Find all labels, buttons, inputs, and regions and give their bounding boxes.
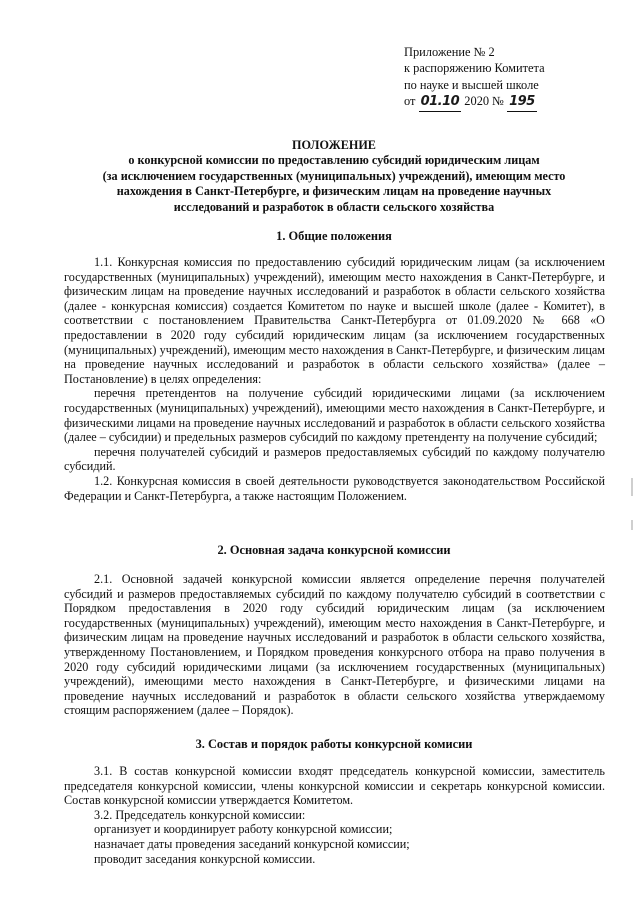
section-1-title: 1. Общие положения — [276, 229, 392, 243]
scan-margin-mark — [631, 520, 633, 530]
section-3-title: 3. Состав и порядок работы конкурсной комисии — [195, 737, 473, 751]
title-heading: ПОЛОЖЕНИЕ — [292, 138, 376, 152]
paragraph-1-2: 1.2. Конкурсная комиссия в своей деятельности руководствуется законодательством Российской Федерации и Санкт-Петербурга, а также настоящим Положением. — [64, 473, 605, 503]
handwritten-date: 01.10 — [419, 94, 462, 111]
title-line-4: исследований и разработок в области сельского хозяйства — [173, 199, 495, 214]
paragraph-1-1: 1.1. Конкурсная комиссия по предоставлению субсидий юридическим лицам (за исключением государственных (муниципальных) учреждений), имеющим место нахождения в Санкт-Петербурге, и физическим лицам на проведение научных исследований и разработок в области сельского хозяйства (далее - конкурсная комиссия) создается Комитетом по науке и высшей школе (далее - Комитет), в соответствии с постановлением Правительства Санкт-Петербурга от 01.09.2020 № 668 «О предоставлении в 2020 году субсидий юридическим лицам (за исключением государственных (муниципальных) учреждений), имеющим место нахождения в Санкт-Петербурге, и физическим лицам на проведение научных исследований и разработок в области сельского хозяйства» (далее – Постановление) в целях определения: — [64, 255, 605, 386]
section-2-title: 2. Основная задача конкурсной комиссии — [217, 543, 451, 557]
paragraph-3-2: 3.2. Председатель конкурсной комиссии: — [94, 807, 306, 822]
paragraph-1-1-a: перечня претендентов на получение субсидий юридическими лицами (за исключением государственных (муниципальных) учреждений), имеющими место нахождения в Санкт-Петербурге, и физическими лицами на проведение научных исследований и разработок в области сельского хозяйства (далее – субсидии) и предельных размеров субсидий по каждому претенденту на получение субсидий; — [64, 386, 605, 445]
handwritten-number: 195 — [507, 94, 537, 111]
paragraph-3-2-b: назначает даты проведения заседаний конкурсной комиссии; — [94, 836, 410, 851]
title-line-2: (за исключением государственных (муниципальных) учреждений), имеющим место — [102, 168, 566, 183]
paragraph-3-2-a: организует и координирует работу конкурсной комиссии; — [94, 822, 393, 837]
title-line-3: нахождения в Санкт-Петербурге, и физическим лицам на проведение научных — [116, 184, 552, 199]
appendix-line-2: к распоряжению Комитета — [404, 61, 545, 76]
paragraph-2-1: 2.1. Основной задачей конкурсной комиссии является определение перечня получателей субсидий и размеров предоставляемых субсидий по каждому получателю субсидий в соответствии с Порядком предоставления в 2020 году субсидий юридическим лицам (за исключением государственных (муниципальных) учреждений), имеющим место нахождения в Санкт-Петербурге, и физическим лицам на проведение научных исследований и разработок в области сельского хозяйства, утвержденному Постановлением, и Порядком проведения конкурсного отбора на право получения в 2020 году субсидий юридическими лицами (за исключением государственных (муниципальных) учреждений), имеющими место нахождения в Санкт-Петербурге, и физическими лицами на проведение научных исследований и разработок в области сельского хозяйства утверждаемому стоящим распоряжением (далее – Порядок). — [64, 572, 605, 718]
document-title — [60, 138, 608, 215]
paragraph-3-2-c: проводит заседания конкурсной комиссии. — [94, 851, 316, 866]
scan-margin-mark — [631, 478, 633, 496]
paragraph-1-1-b: перечня получателей субсидий и размеров предоставляемых субсидий по каждому получателю субсидий. — [64, 444, 605, 474]
appendix-line-1: Приложение № 2 — [404, 45, 495, 59]
section-3-body — [64, 764, 605, 866]
date-prefix: от — [404, 94, 416, 109]
title-line-1: о конкурсной комиссии по предоставлению субсидий юридическим лицам — [128, 153, 540, 168]
appendix-header — [404, 44, 604, 112]
appendix-line-3: по науке и высшей школе — [404, 77, 539, 92]
section-1-body — [64, 255, 605, 503]
appendix-date-line — [404, 93, 604, 111]
paragraph-3-1: 3.1. В состав конкурсной комиссии входят председатель конкурсной комиссии, заместитель председателя конкурсной комиссии, члены конкурсной комиссии и секретарь конкурсной комиссии. Состав конкурсной комиссии утверждается Комитетом. — [64, 764, 605, 808]
section-2-body — [64, 572, 605, 718]
year-label: 2020 № — [464, 94, 504, 109]
